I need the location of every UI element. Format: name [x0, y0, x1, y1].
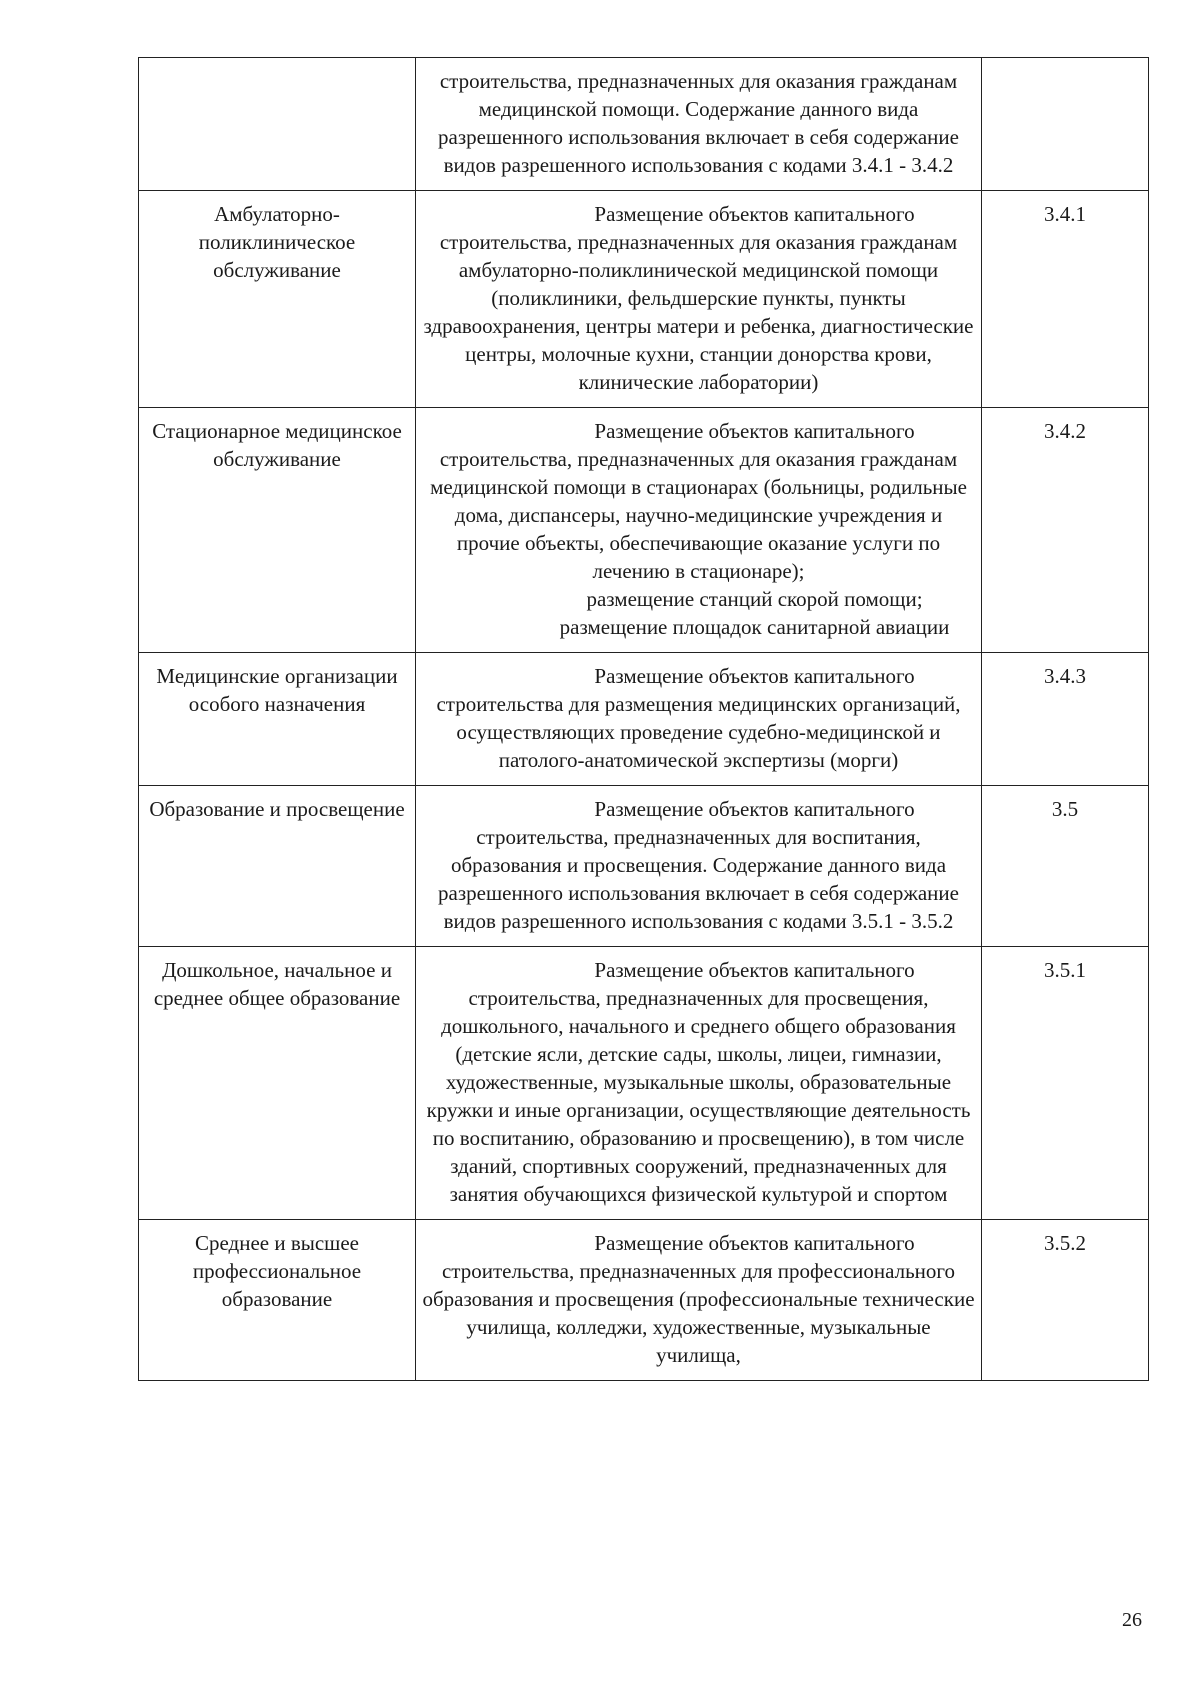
- use-code-cell: 3.5: [982, 786, 1149, 947]
- table-body: [139, 58, 1149, 1381]
- use-code-cell: 3.4.3: [982, 653, 1149, 786]
- use-code-cell: 3.4.2: [982, 408, 1149, 653]
- use-code-cell: 3.5.1: [982, 947, 1149, 1220]
- table-row: [139, 653, 1149, 786]
- use-code-cell: 3.4.1: [982, 191, 1149, 408]
- use-description-cell: [416, 786, 982, 947]
- use-name-cell: [139, 58, 416, 191]
- table-row: [139, 58, 1149, 191]
- description-paragraph: размещение станций скорой помощи;: [586, 587, 923, 611]
- table-row: [139, 947, 1149, 1220]
- use-name-cell: Среднее и высшее профессиональное образование: [139, 1220, 416, 1381]
- use-description-cell: [416, 1220, 982, 1381]
- use-description-cell: [416, 58, 982, 191]
- table-row: [139, 1220, 1149, 1381]
- use-name-cell: Медицинские организации особого назначения: [139, 653, 416, 786]
- use-name-cell: Амбулаторно-поликлиническое обслуживание: [139, 191, 416, 408]
- description-paragraph: Размещение объектов капитального строительства, предназначенных для профессионального образования и просвещения (профессиональные технические училища, колледжи, художественные, музыкальные училища,: [422, 1231, 975, 1367]
- use-name-cell: Стационарное медицинское обслуживание: [139, 408, 416, 653]
- description-paragraph: Размещение объектов капитального строительства, предназначенных для просвещения, дошкольного, начального и среднего общего образования (детские ясли, детские сады, школы, лицеи, гимназии, художественные, музыкальные школы, образовательные кружки и иные организации, осуществляющие деятельность по воспитанию, образованию и просвещению), в том числе зданий, спортивных сооружений, предназначенных для занятия обучающихся физической культурой и спортом: [426, 958, 971, 1206]
- description-paragraph: Размещение объектов капитального строительства, предназначенных для оказания гражданам амбулаторно-поликлинической медицинской помощи (поликлиники, фельдшерские пункты, пункты здравоохранения, центры матери и ребенка, диагностические центры, молочные кухни, станции донорства крови, клинические лаборатории): [423, 202, 974, 394]
- description-paragraph: размещение площадок санитарной авиации: [559, 615, 950, 639]
- use-name-cell: Образование и просвещение: [139, 786, 416, 947]
- description-paragraph: Размещение объектов капитального строительства, предназначенных для воспитания, образования и просвещения. Содержание данного вида разрешенного использования включает в себя содержание видов разрешенного использования с кодами 3.5.1 - 3.5.2: [438, 797, 959, 933]
- description-paragraph: Размещение объектов капитального строительства, предназначенных для оказания гражданам медицинской помощи в стационарах (больницы, родильные дома, диспансеры, научно-медицинские учреждения и прочие объекты, обеспечивающие оказание услуги по лечению в стационаре);: [430, 419, 967, 583]
- use-code-cell: 3.5.2: [982, 1220, 1149, 1381]
- description-paragraph: строительства, предназначенных для оказания гражданам медицинской помощи. Содержание данного вида разрешенного использования включает в себя содержание видов разрешенного использования с кодами 3.4.1 - 3.4.2: [438, 69, 959, 177]
- use-name-cell: Дошкольное, начальное и среднее общее образование: [139, 947, 416, 1220]
- table-row: [139, 408, 1149, 653]
- page-number: 26: [1122, 1609, 1142, 1631]
- land-use-table: [138, 57, 1149, 1381]
- use-description-cell: [416, 191, 982, 408]
- description-paragraph: Размещение объектов капитального строительства для размещения медицинских организаций, осуществляющих проведение судебно-медицинской и патолого-анатомической экспертизы (морги): [436, 664, 961, 772]
- use-description-cell: [416, 653, 982, 786]
- table-row: [139, 786, 1149, 947]
- use-code-cell: [982, 58, 1149, 191]
- use-description-cell: [416, 408, 982, 653]
- use-description-cell: [416, 947, 982, 1220]
- table-row: [139, 191, 1149, 408]
